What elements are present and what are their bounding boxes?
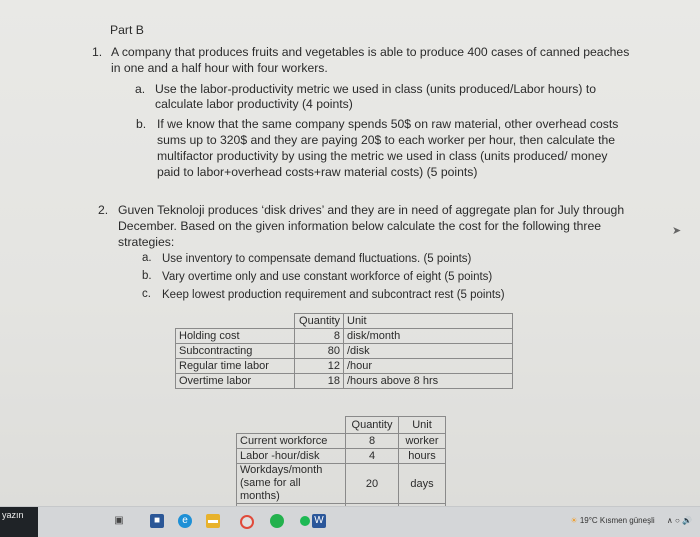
table-cell: disk/month <box>344 329 513 344</box>
table-cell: Overtime labor <box>176 374 295 389</box>
table-row <box>176 344 513 359</box>
table-header-cell: Quantity <box>295 314 344 329</box>
table-cell: worker <box>399 434 446 449</box>
task-view-icon[interactable]: ▣ <box>114 515 124 526</box>
table-cell: 4 <box>346 449 399 464</box>
table-cell: 20 <box>346 464 399 504</box>
table-cell: 18 <box>295 374 344 389</box>
table-row <box>176 359 513 374</box>
table-cell: 8 <box>295 329 344 344</box>
table-row <box>237 449 446 464</box>
table-cell: Holding cost <box>176 329 295 344</box>
table-header-cell <box>237 417 346 434</box>
q1a-label: a. <box>135 82 146 96</box>
file-explorer-icon[interactable]: ▬ <box>208 515 218 526</box>
mouse-cursor-icon: ➤ <box>672 225 682 237</box>
table-cell: 8 <box>346 434 399 449</box>
q1b-label: b. <box>136 117 147 131</box>
table-cell: /hours above 8 hrs <box>344 374 513 389</box>
table-cell: Regular time labor <box>176 359 295 374</box>
table-cell: Subcontracting <box>176 344 295 359</box>
cost-table <box>175 313 513 389</box>
table-cell: days <box>399 464 446 504</box>
table-header-cell <box>176 314 295 329</box>
table-row <box>176 329 513 344</box>
taskbar-search-box[interactable] <box>0 507 38 537</box>
table-row <box>237 417 446 434</box>
word-icon[interactable]: W <box>312 514 326 528</box>
q2-number: 2. <box>98 203 109 217</box>
q1b-line-4: paid to labor+overhead costs+raw material costs) (5 points) <box>157 165 478 179</box>
table-cell: hours <box>399 449 446 464</box>
q1b-line-2: sums up to 320$ and they are paying 20$ to each worker per hour, then calculate the <box>157 133 616 147</box>
table-cell: /disk <box>344 344 513 359</box>
part-title: Part B <box>110 23 144 37</box>
q1a-line-2: calculate labor productivity (4 points) <box>155 97 353 111</box>
q1-number: 1. <box>92 45 103 59</box>
table-row <box>176 374 513 389</box>
q2c-text: Keep lowest production requirement and subcontract rest (5 points) <box>162 289 505 301</box>
chrome-icon[interactable] <box>240 515 254 529</box>
table-cell: Workdays/month (same for all months) <box>237 464 346 504</box>
table-cell: Current workforce <box>237 434 346 449</box>
table-header-cell: Unit <box>399 417 446 434</box>
table-cell: 80 <box>295 344 344 359</box>
spotify-icon[interactable] <box>270 514 284 528</box>
q2c-label: c. <box>142 288 151 300</box>
table-row <box>237 434 446 449</box>
q1-line-2: in one and a half hour with four workers. <box>111 61 328 75</box>
q2a-text: Use inventory to compensate demand fluctuations. (5 points) <box>162 253 472 265</box>
store-icon[interactable]: ■ <box>150 514 164 528</box>
table-cell: /hour <box>344 359 513 374</box>
table-row <box>176 314 513 329</box>
tray-chevron-icon[interactable]: ∧ <box>666 516 673 525</box>
search-text: yazın <box>2 510 24 520</box>
q2b-label: b. <box>142 270 152 282</box>
table-row <box>237 464 446 504</box>
table-header-cell: Unit <box>344 314 513 329</box>
volume-icon[interactable]: 🔊 <box>682 516 692 525</box>
q1b-line-3: multifactor productivity by using the metric we used in class (units produced/ money <box>157 149 608 163</box>
weather-text[interactable]: 19°C Kısmen güneşli <box>579 516 655 525</box>
table-header-cell: Quantity <box>346 417 399 434</box>
taskbar <box>0 506 700 537</box>
q1-line-1: A company that produces fruits and vegetables is able to produce 400 cases of canned peaches <box>111 45 630 59</box>
workforce-table <box>236 416 446 519</box>
app-icon[interactable] <box>300 516 310 526</box>
q1b-line-1: If we know that the same company spends 50$ on raw material, other overhead costs <box>157 117 619 131</box>
weather-icon: ☀ <box>570 516 578 525</box>
network-icon[interactable]: ○ <box>674 516 680 525</box>
q2-line-2: December. Based on the given information below calculate the cost for the following three <box>118 219 602 233</box>
q2b-text: Vary overtime only and use constant workforce of eight (5 points) <box>162 271 493 283</box>
table-cell: Labor -hour/disk <box>237 449 346 464</box>
q2-line-3: strategies: <box>118 235 175 249</box>
q1a-line-1: Use the labor-productivity metric we used in class (units produced/Labor hours) to <box>155 82 596 96</box>
system-tray <box>570 516 692 525</box>
edge-icon[interactable]: e <box>178 514 192 528</box>
q2a-label: a. <box>142 252 152 264</box>
q2-line-1: Guven Teknoloji produces ‘disk drives’ and they are in need of aggregate plan for July through <box>118 203 625 217</box>
table-cell: 12 <box>295 359 344 374</box>
